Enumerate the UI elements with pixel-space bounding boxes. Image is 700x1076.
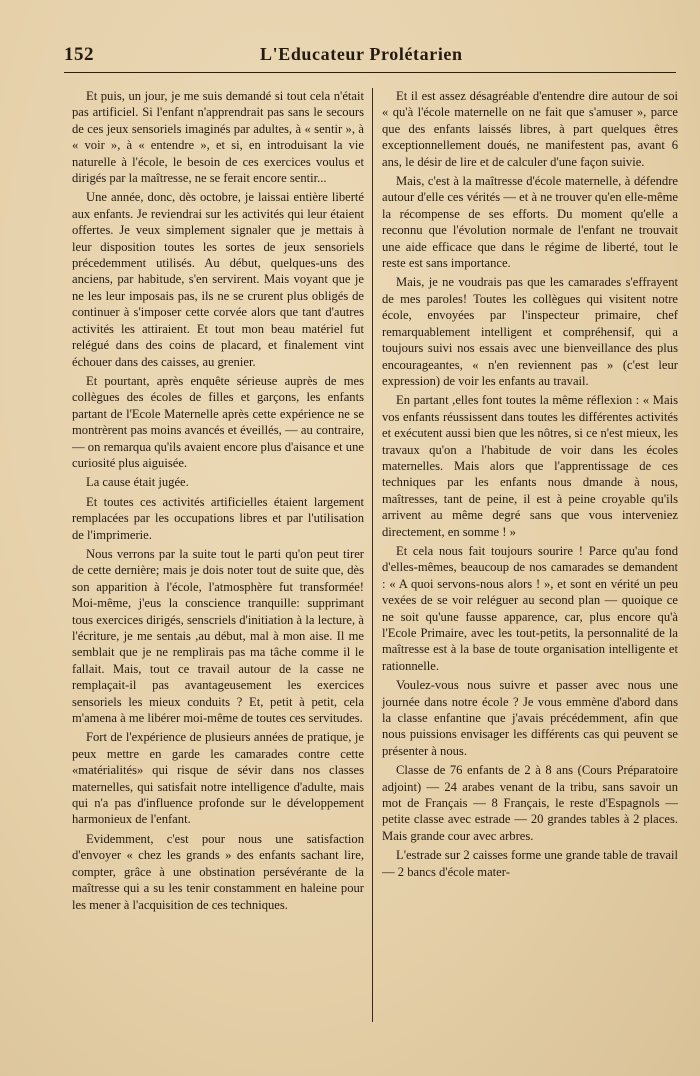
paragraph: Mais, je ne voudrais pas que les camarades s'effrayent de mes paroles! Toutes les collègues qui visitent notre école, envoyées par l'inspecteur primaire, chef remarquablement intelligent et compréhensif, qui a toujours suivi nos essais avec une bienveillance des plus encourageantes, « n'en reviennent pas » (c'est leur expression) de voir les enfants au travail. — [382, 275, 678, 388]
page-number: 152 — [64, 44, 94, 65]
paragraph: Et il est assez désagréable d'entendre dire autour de soi « qu'à l'école maternelle on ne fait que s'amuser », parce que des enfants laissés libres, à part quelques êtres exceptionnellement doués, ne manifestent pas, avant 6 ans, le désir de lire et de calculer d'une façon suivie. — [382, 89, 678, 169]
paragraph: En partant ,elles font toutes la même réflexion : « Mais vos enfants réussissent dans toutes les différentes activités et exécutent aussi bien que les nôtres, si ce n'est mieux, les travaux qu'on a l'habitude de voir dans les écoles maternelles. Mais alors que l'apprentissage de ces techniques par les enfants nous dmande à nous, maîtresses, tant de peine, il est à peine croyable qu'ils arrivent au même degré sans que vous interveniez directement, en somme ! » — [382, 393, 678, 539]
paragraph: Et puis, un jour, je me suis demandé si tout cela n'était pas artificiel. Si l'enfant n'apprendrait pas sans le secours de ces jeux sensoriels imaginés par adultes, à « sentir », à « voir », à « entendre », et si, en introduisant la vie naturelle à l'école, le besoin de ces exercices voulus et dirigés par la maîtresse, ne se ferait encore sentir... — [72, 89, 364, 186]
paragraph: Fort de l'expérience de plusieurs années de pratique, je peux mettre en garde les camarades contre cette «matérialités» qui risque de sévir dans nos classes maternelles, qui satisfait notre intelligence d'adulte, mais qui n'a pas d'influence profonde sur le développement harmonieux de l'enfant. — [72, 730, 364, 827]
paragraph: Et cela nous fait toujours sourire ! Parce qu'au fond d'elles-mêmes, beaucoup de nos camarades se demandent : « A quoi servons-nous alors ! », et sont en vérité un peu vexées de se voir reléguer au second plan — quoique ce ne soit qu'une fausse apparence, car, plus encore qu'à l'Ecole Primaire, avec les tout-petits, la personnalité de la maîtresse est à la base de toute organisation intelligente et rationnelle. — [382, 543, 678, 673]
paragraph: Nous verrons par la suite tout le parti qu'on peut tirer de cette dernière; mais je dois noter tout de suite que, dès son apparition à l'école, l'atmosphère fut transformée! Moi-même, j'eus la conscience tranquille: supprimant tous exercices dirigés, senscriels d'initiation à la lecture, à l'écriture, je me sentais ,au début, mal à mon aise. Il me semblait que je ne remplirais pas ma tâche comme il le fallait. Mais, tout ce travail autour de la casse ne remplaçait-il pas avantageusement les exercices sensoriels les mieux conduits ? Et, petit à petit, cela m'amena à me libérer moi-même de toutes ces servitudes. — [72, 546, 364, 726]
paragraph: Et pourtant, après enquête sérieuse auprès de mes collègues des écoles de filles et garçons, les enfants partant de l'Ecole Maternelle après cette expérience ne se montrèrent pas moins avancés et éveillés, — au contraire, — on remarqua qu'ils avaient encore plus d'aisance et une curiosité plus aiguisée. — [72, 373, 364, 470]
paragraph: La cause était jugée. — [86, 475, 189, 490]
paragraph: L'estrade sur 2 caisses forme une grande table de travail — 2 bancs d'école mater- — [382, 848, 678, 879]
page-header — [64, 44, 676, 74]
paragraph: Voulez-vous nous suivre et passer avec nous une journée dans notre école ? Je vous emmène d'abord dans la classe enfantine que j'avais précédemment, afin que nous puissions envisager les différents cas qui peuvent se présenter à nous. — [382, 678, 678, 758]
column-divider — [372, 88, 373, 1022]
paragraph: Et toutes ces activités artificielles étaient largement remplacées par les occupations libres et par l'utilisation de l'imprimerie. — [72, 494, 364, 542]
running-title: L'Educateur Prolétarien — [260, 44, 463, 64]
left-column — [72, 88, 364, 916]
right-column — [382, 88, 678, 883]
paragraph: Evidemment, c'est pour nous une satisfaction d'envoyer « chez les grands » des enfants sachant lire, compter, grâce à une obstination persévérante de la maîtresse qui a su les tenir constamment en haleine pour les mener à l'acquisition de ces techniques. — [72, 831, 364, 912]
paragraph: Classe de 76 enfants de 2 à 8 ans (Cours Préparatoire adjoint) — 24 arabes venant de la tribu, sans savoir un mot de Français — 8 Français, le reste d'Espagnols — petite classe avec estrade — 20 grandes tables à 2 places. Mais grande cour avec arbres. — [382, 763, 678, 843]
paragraph: Mais, c'est à la maîtresse d'école maternelle, à défendre autour d'elle ces vérités — et à ne trouver qu'en elle-même la récompense de ses efforts. Du moment qu'elle a reconnu que l'évolution normale de l'enfant ne trouvait une aide efficace que dans le régime de liberté, tout le reste est sans importance. — [382, 174, 678, 271]
header-rule — [64, 72, 676, 73]
paragraph: Une année, donc, dès octobre, je laissai entière liberté aux enfants. Je reviendrai sur les activités qui leur étaient offertes. Je veux simplement signaler que je mettais à leur disposition toutes les sortes de jeux sensoriels précedemment utilisés. Au début, quelques-uns des anciens, par habitude, s'en servirent. Mais voyant que je ne les leur imposais pas, ils ne se crurent plus obligés de continuer à s'imposer cette corvée alors que tant d'autres activités les attiraient. Et tout mon beau matériel fut relégué dans des coins de placard, et finalement vint échouer dans des caisses, au grenier. — [72, 190, 364, 369]
